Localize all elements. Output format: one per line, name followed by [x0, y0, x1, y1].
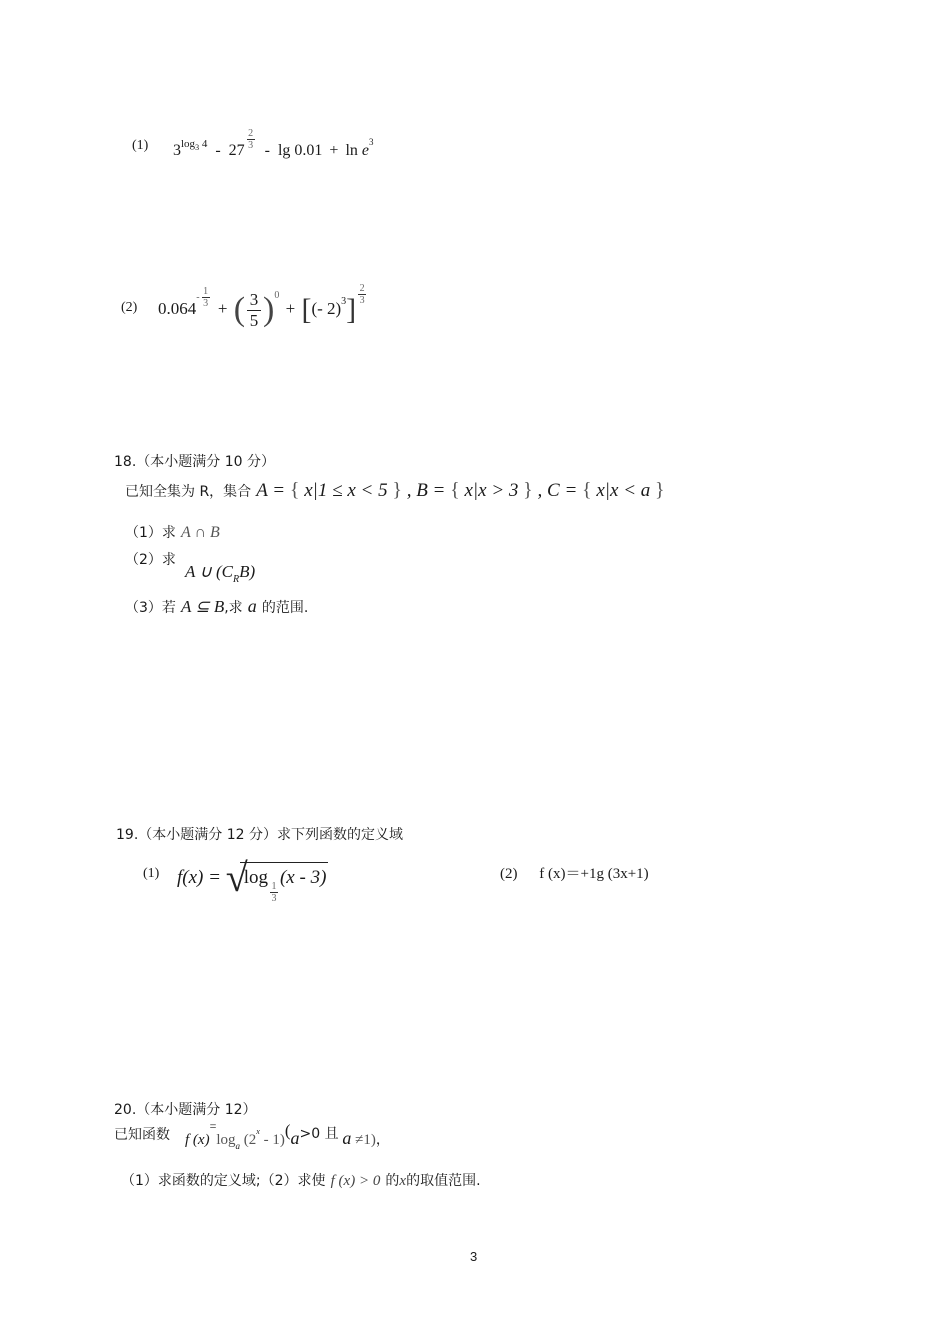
- q18-subquestion-2: [125, 549, 176, 569]
- q18-s2-expr-sub: R: [233, 574, 240, 585]
- q20-function-expr: [185, 1119, 390, 1151]
- exp-sign: -: [196, 292, 200, 303]
- plus-sign: +: [217, 299, 228, 318]
- zero-exponent: 0: [274, 290, 280, 301]
- q18-s2-expr: [185, 562, 256, 585]
- q20-intro-line: [114, 1124, 170, 1144]
- set-b-name: , B =: [406, 480, 446, 501]
- set-a-name: A =: [256, 480, 286, 501]
- q19-heading: 19.（本小题满分 12 分）求下列函数的定义域: [116, 827, 403, 843]
- q18-s3-var: a: [247, 596, 257, 616]
- q18-s1-expr: A ∩ B: [181, 524, 220, 541]
- term-power-base: 3: [173, 142, 181, 160]
- q20-cond2: ≠1): [355, 1132, 376, 1148]
- q18-s2-label: （2）求: [125, 552, 176, 568]
- q20-log: log: [216, 1132, 236, 1148]
- q20-task-var: x: [399, 1173, 407, 1189]
- q20-intro-text: 已知函数: [114, 1127, 170, 1143]
- inner-exponent: 3: [341, 296, 347, 307]
- q19-s2-expr: f (x)＝+1g (3x+1): [539, 866, 649, 882]
- problem-2-label: (2): [121, 300, 138, 315]
- q19-s1-label: (1): [143, 866, 160, 881]
- ln-text: ln: [345, 142, 358, 160]
- problem-1-expression: [173, 128, 374, 163]
- exp-denominator: 3: [248, 140, 254, 151]
- term-27: 27: [228, 142, 245, 160]
- q20-heading: 20.（本小题满分 12）: [114, 1102, 257, 1118]
- q18-heading: 18.（本小题满分 10 分）: [114, 454, 275, 470]
- log-text: log: [181, 138, 196, 151]
- q20-arg-exp: x: [256, 1127, 260, 1136]
- q20-task-end: 的取值范围.: [406, 1173, 481, 1189]
- q18-intro-line: 已知全集为 R，集合 A = { x|1 ≤ x < 5 } , B = { x|x > 3 } , C = { x|x < a }: [125, 479, 665, 501]
- q18-s2-expr-a: A ∪ (C: [185, 562, 234, 581]
- problem-2: [121, 296, 137, 316]
- q19-s2-label: (2): [500, 866, 518, 882]
- fraction-numerator: 3: [249, 289, 259, 309]
- q20-arg: (2: [243, 1132, 257, 1148]
- q18-s3-mid: ,求: [224, 600, 243, 616]
- log-base-numerator: 1: [271, 881, 277, 893]
- set-c-name: , C =: [537, 480, 578, 501]
- q18-s3-expr: A ⊆ B: [181, 597, 225, 616]
- q20-logbase: a: [235, 1141, 241, 1151]
- outer-exp-denominator: 3: [359, 294, 365, 306]
- minus-sign: -: [215, 142, 221, 160]
- log-text: log: [243, 867, 268, 888]
- e-exponent: 3: [369, 137, 374, 148]
- q20-cond1: >0 且: [299, 1126, 339, 1142]
- e-variable: e: [361, 142, 370, 160]
- q19-s1-expr: [177, 855, 328, 905]
- q20-tail-paren: (: [284, 1121, 291, 1140]
- log-arg: 4: [201, 138, 208, 151]
- q20-task-expr: f (x) > 0: [330, 1173, 381, 1189]
- q19-subquestion-2: [500, 862, 649, 883]
- q19-subquestion-1: [143, 862, 159, 882]
- log-base-denominator: 3: [271, 893, 277, 905]
- exp-denominator: 3: [203, 298, 209, 310]
- plus-sign: +: [329, 142, 339, 160]
- q20-task-mid: 的: [385, 1173, 400, 1189]
- problem-2-expression: $0.064^{- \frac{1}{3}}$ + ( $\frac{3}{5}$ )$^0$ + [(- 2)$^3$] $\frac{2}{3}$: [158, 282, 365, 330]
- q18-s1-label: （1）求: [125, 525, 176, 541]
- square-root: √ log $\frac{1}{3}$ (x - 3): [225, 855, 327, 905]
- q20-arg-end: - 1): [263, 1132, 285, 1148]
- function-f: f: [177, 867, 183, 888]
- q18-s3-end: 的范围.: [261, 600, 309, 616]
- set-a-body: x|1 ≤ x < 5: [304, 480, 388, 501]
- log-argument: (x - 3): [279, 867, 327, 888]
- q18-intro-text: 已知全集为 R，集合: [125, 484, 252, 500]
- problem-1: [132, 134, 148, 154]
- set-c-body: x|x < a: [596, 480, 651, 501]
- q20-cond-a: a: [290, 1128, 300, 1148]
- set-b-body: x|x > 3: [464, 480, 519, 501]
- base-0064: 0.064: [158, 299, 197, 318]
- outer-exp-numerator: 2: [359, 282, 365, 294]
- q18-subquestion-1: [125, 522, 220, 542]
- minus-sign: -: [264, 142, 270, 160]
- q18-subquestion-3: [125, 596, 308, 617]
- q20-comma: ，: [375, 1132, 390, 1148]
- term-lg: lg 0.01: [277, 142, 323, 160]
- q20-cond-a2: a: [342, 1128, 352, 1148]
- q18-s3-label: （3）若: [125, 600, 176, 616]
- inner-negative-two: (- 2): [311, 299, 342, 318]
- q20-task-line: [121, 1170, 481, 1190]
- exp-numerator: 1: [203, 286, 209, 298]
- exp-numerator: 2: [248, 128, 254, 139]
- q20-task-text: （1）求函数的定义域;（2）求使: [121, 1173, 326, 1189]
- problem-1-label: (1): [132, 138, 149, 153]
- fraction-denominator: 5: [249, 310, 259, 330]
- plus-sign: +: [285, 299, 296, 318]
- page-number: 3: [470, 1249, 478, 1264]
- q20-fx: f (x): [185, 1132, 210, 1148]
- q18-s2-expr-b: B): [239, 562, 256, 581]
- function-arg: (x) =: [182, 867, 221, 888]
- q20-eq: =: [209, 1119, 217, 1133]
- log-base: 3: [195, 143, 200, 153]
